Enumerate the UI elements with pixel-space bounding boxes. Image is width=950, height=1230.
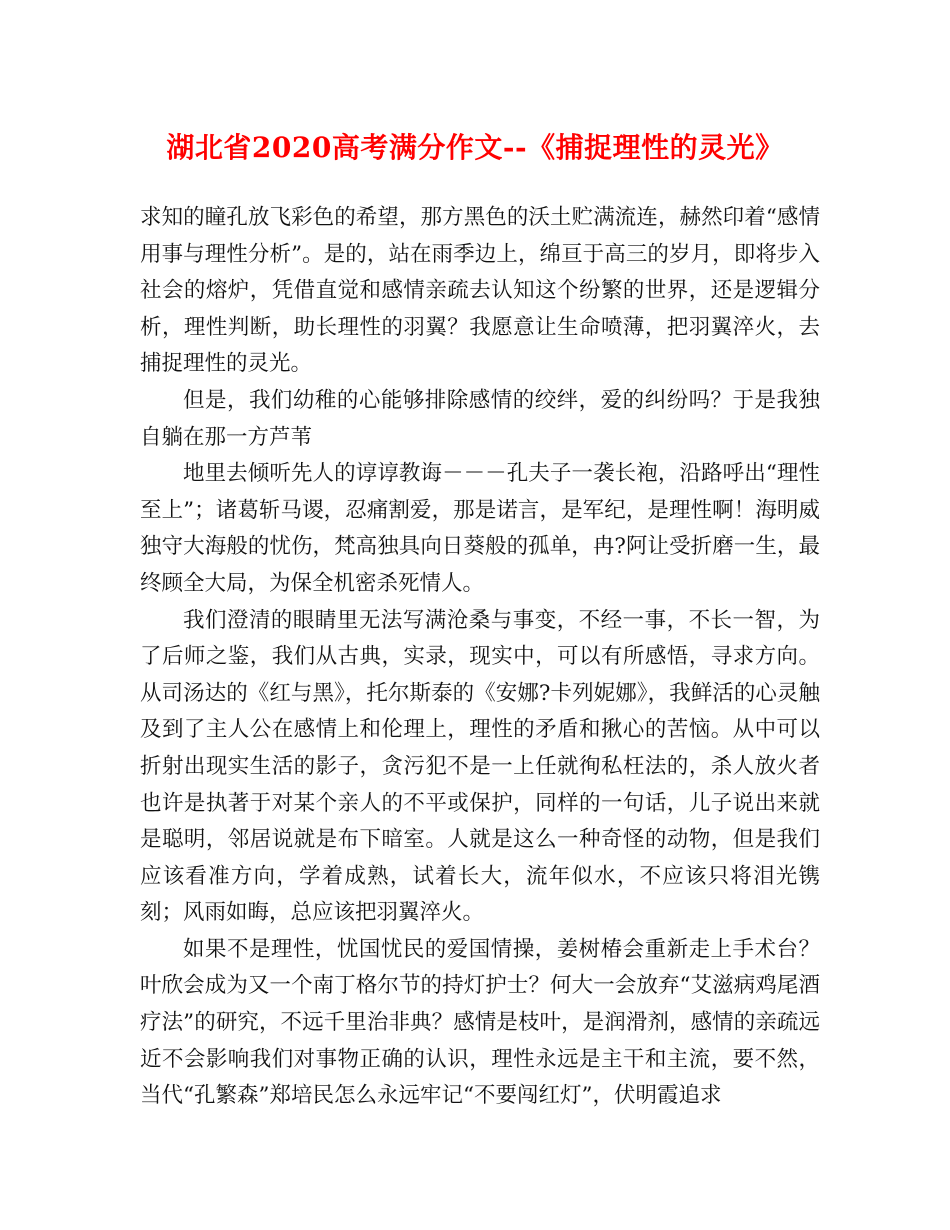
paragraph-1: 求知的瞳孔放飞彩色的希望，那方黑色的沃土贮满流连，赫然印着“感情用事与理性分析”。是的，站在雨季边上，绵亘于高三的岁月，即将步入社会的熔炉，凭借直觉和感情亲疏去认知这个纷繁的世界，还是逻辑分析，理性判断，助长理性的羽翼？我愿意让生命喷薄，把羽翼淬火，去捕捉理性的灵光。 (140, 205, 820, 377)
document-title: 湖北省2020高考满分作文--《捕捉理性的灵光》 (166, 131, 784, 164)
paragraph-5: 如果不是理性，忧国忧民的爱国情操，姜树椿会重新走上手术台？叶欣会成为又一个南丁格尔节的持灯护士？何大一会放弃“艾滋病鸡尾酒疗法”的研究，不远千里治非典？感情是枝叶，是润滑剂，感情的亲疏远近不会影响我们对事物正确的认识，理性永远是主干和主流，要不然，当代“孔繁森”郑培民怎么永远牢记“不要闯红灯”，伏明霞追求 (140, 936, 820, 1109)
paragraph-4: 我们澄清的眼睛里无法写满沧桑与事变，不经一事，不长一智，为了后师之鉴，我们从古典，实录，现实中，可以有所感悟，寻求方向。从司汤达的《红与黑》，托尔斯泰的《安娜?卡列妮娜》，我鲜活的心灵触及到了主人公在感情上和伦理上，理性的矛盾和揪心的苦恼。从中可以折射出现实生活的影子，贪污犯不是一上任就徇私枉法的，杀人放火者也许是执著于对某个亲人的不平或保护，同样的一句话，儿子说出来就是聪明，邻居说就是布下暗室。人就是这么一种奇怪的动物，但是我们应该看准方向，学着成熟，试着长大，流年似水，不应该只将泪光镌刻；风雨如晦，总应该把羽翼淬火。 (140, 607, 820, 926)
document-body (140, 200, 820, 1115)
paragraph-3: 地里去倾听先人的谆谆教诲－－－孔夫子一袭长袍，沿路呼出“理性至上”；诸葛斩马谡，忍痛割爱，那是诺言，是军纪，是理性啊！海明威独守大海般的忧伤，梵高独具向日葵般的孤单，冉?阿让受折磨一生，最终顾全大局，为保全机密杀死情人。 (140, 461, 820, 596)
paragraph-2: 但是，我们幼稚的心能够排除感情的绞绊，爱的纠纷吗？于是我独自躺在那一方芦苇 (140, 387, 820, 450)
